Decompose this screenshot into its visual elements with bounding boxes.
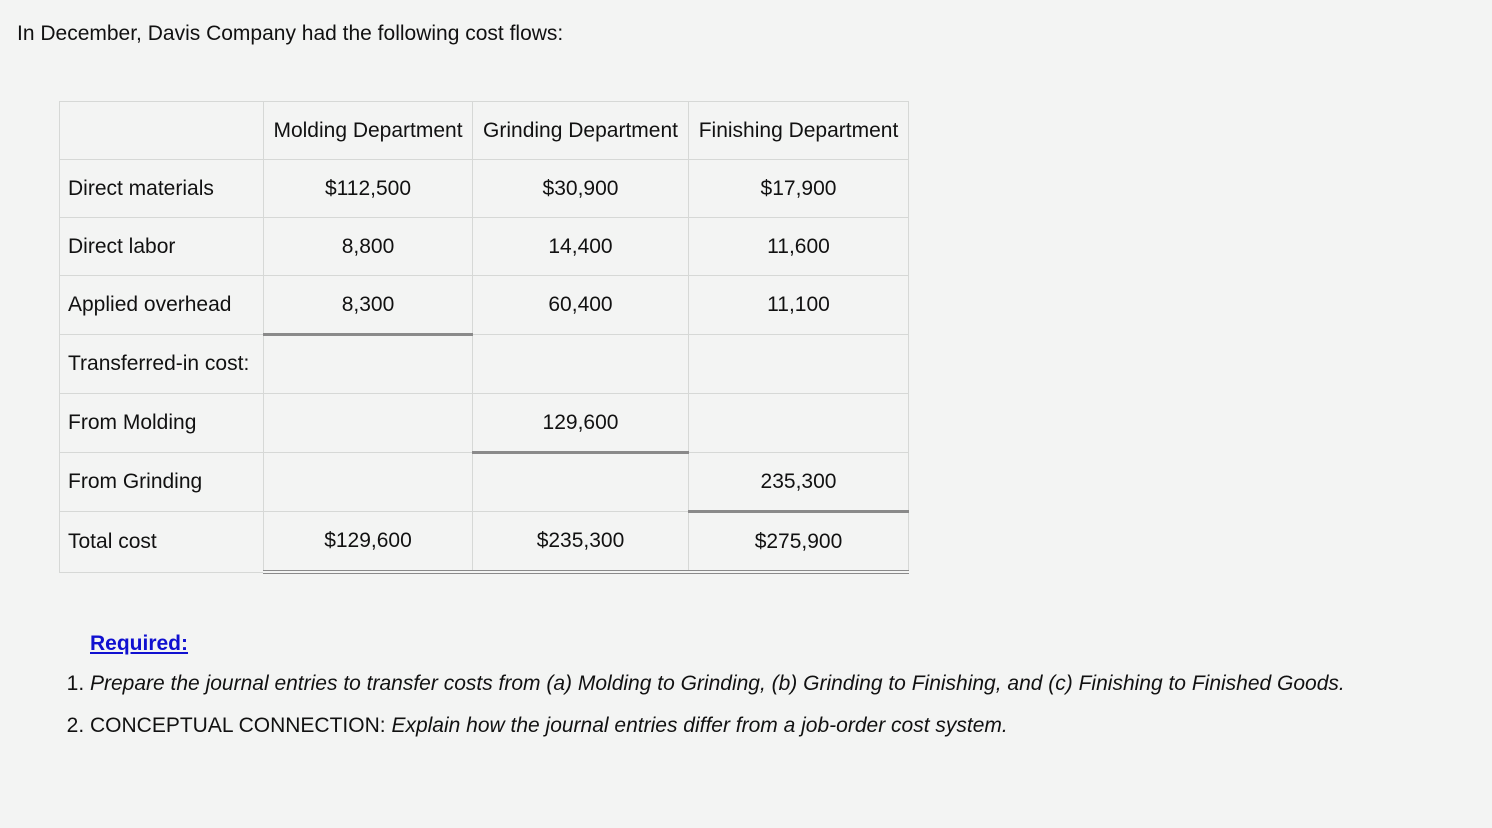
grinding-value: $30,900 [473, 160, 689, 218]
row-label: Direct materials [60, 160, 264, 218]
grinding-value [473, 453, 689, 512]
grinding-value: 129,600 [473, 394, 689, 453]
grinding-value [473, 335, 689, 394]
required-item-1 [90, 672, 1345, 696]
finishing-value: 235,300 [689, 453, 909, 512]
header-grinding: Grinding Department [473, 102, 689, 160]
table-row-transferred-in [60, 335, 909, 394]
molding-value: $112,500 [264, 160, 473, 218]
finishing-value: $275,900 [689, 512, 909, 573]
table-row-from-molding [60, 394, 909, 453]
required-item-2 [90, 714, 1345, 738]
molding-value: 8,800 [264, 218, 473, 276]
molding-value: $129,600 [264, 512, 473, 573]
finishing-value: 11,600 [689, 218, 909, 276]
intro-text: In December, Davis Company had the following cost flows: [17, 22, 564, 45]
molding-value [264, 394, 473, 453]
molding-value: 8,300 [264, 276, 473, 335]
molding-value [264, 453, 473, 512]
molding-value [264, 335, 473, 394]
finishing-value: $17,900 [689, 160, 909, 218]
row-label: Direct labor [60, 218, 264, 276]
required-item-prefix: CONCEPTUAL CONNECTION: [90, 714, 386, 738]
table-row-direct-materials [60, 160, 909, 218]
table-row-total-cost [60, 512, 909, 573]
cost-flow-table [59, 101, 909, 574]
table-row-applied-overhead [60, 276, 909, 335]
header-molding: Molding Department [264, 102, 473, 160]
row-label: From Molding [60, 394, 264, 453]
required-section [60, 632, 1345, 756]
finishing-value: 11,100 [689, 276, 909, 335]
finishing-value [689, 394, 909, 453]
table-header-row [60, 102, 909, 160]
required-item-text: Prepare the journal entries to transfer costs from (a) Molding to Grinding, (b) Grinding to Finishing, and (c) Finishing to Finished Goods. [90, 672, 1345, 695]
grinding-value: 14,400 [473, 218, 689, 276]
required-link[interactable]: Required: [90, 632, 189, 655]
row-label: Transferred-in cost: [60, 335, 264, 394]
required-item-text: Explain how the journal entries differ from a job-order cost system. [391, 714, 1008, 738]
table-row-from-grinding [60, 453, 909, 512]
row-label: Applied overhead [60, 276, 264, 335]
row-label: Total cost [60, 512, 264, 573]
grinding-value: $235,300 [473, 512, 689, 573]
row-label: From Grinding [60, 453, 264, 512]
finishing-value [689, 335, 909, 394]
required-list [60, 672, 1345, 738]
table-row-direct-labor [60, 218, 909, 276]
header-finishing: Finishing Department [689, 102, 909, 160]
header-blank [60, 102, 264, 160]
grinding-value: 60,400 [473, 276, 689, 335]
